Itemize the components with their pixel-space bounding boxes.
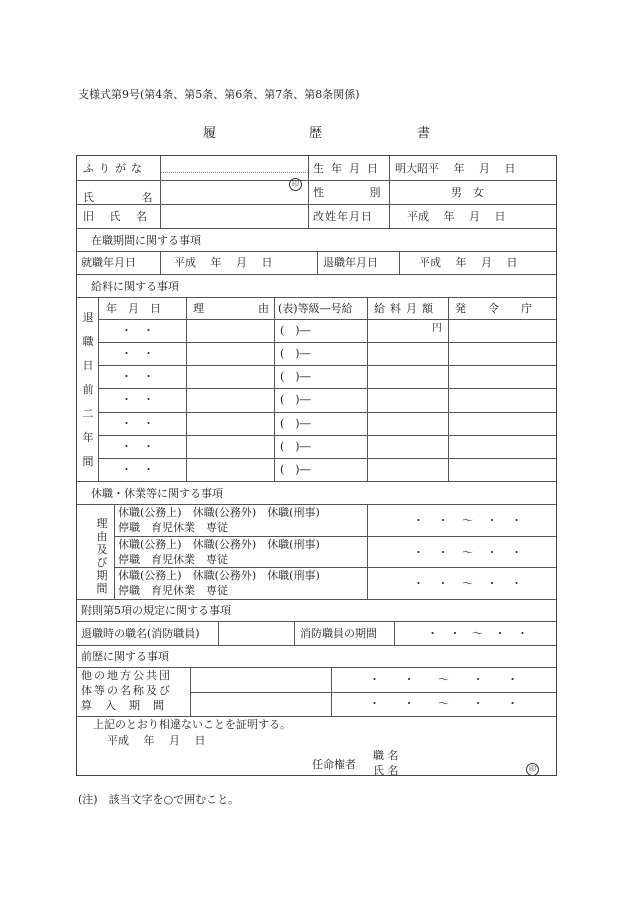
- salary-row-grade[interactable]: ( )―: [280, 370, 311, 383]
- sex-value[interactable]: 男 女: [451, 186, 484, 199]
- former-name-label: 旧 氏 名: [83, 210, 147, 223]
- salary-row-grade[interactable]: ( )―: [280, 440, 311, 453]
- yen-label: 円: [432, 323, 442, 334]
- title-char-2: 歴: [309, 126, 323, 141]
- end-date-value[interactable]: 平成 年 月 日: [419, 256, 518, 269]
- prior-period-2[interactable]: ・ ・ 〜 ・ ・: [369, 697, 518, 710]
- authority-name-label: 氏 名: [373, 764, 399, 777]
- form-reference: 支様式第9号(第4条、第5条、第6条、第7条、第8条関係): [78, 88, 360, 101]
- authority-post-label: 職 名: [373, 749, 399, 762]
- leave-type-line-1[interactable]: 休職(公務上) 休職(公務外) 休職(刑事): [118, 506, 320, 519]
- certification-date[interactable]: 平成 年 月 日: [107, 734, 206, 747]
- leave-type-line-1[interactable]: 休職(公務上) 休職(公務外) 休職(刑事): [118, 538, 320, 551]
- authority-seal-icon: 印: [526, 763, 539, 776]
- leave-type-line-1[interactable]: 休職(公務上) 休職(公務外) 休職(刑事): [118, 569, 320, 582]
- name-field[interactable]: [161, 156, 307, 204]
- appendix-period-value[interactable]: ・ ・ 〜 ・ ・: [427, 627, 528, 640]
- leave-period[interactable]: ・ ・ 〜 ・ ・: [413, 546, 522, 559]
- salary-row-date[interactable]: ・ ・: [121, 370, 154, 383]
- birthdate-value[interactable]: 明大昭平 年 月 日: [395, 162, 516, 175]
- salary-side-label: 退職日前二年間: [82, 311, 94, 468]
- leave-period[interactable]: ・ ・ 〜 ・ ・: [413, 577, 522, 590]
- salary-col-issuer: 発 令 庁: [455, 302, 532, 315]
- leave-section-title: 休職・休業等に関する事項: [91, 487, 223, 500]
- former-name-field[interactable]: [161, 205, 307, 227]
- leave-type-line-2[interactable]: 停職 育児休業 専従: [118, 584, 228, 597]
- start-date-label: 就職年月日: [81, 256, 136, 269]
- name-label: 氏 名: [83, 191, 153, 204]
- salary-col-reason: 理 由: [193, 302, 269, 315]
- salary-row-date[interactable]: ・ ・: [121, 463, 154, 476]
- name-seal-icon: 印: [289, 178, 302, 191]
- name-change-label: 改姓年月日: [313, 210, 373, 223]
- salary-col-amount: 給料月額: [374, 302, 438, 315]
- leave-period[interactable]: ・ ・ 〜 ・ ・: [413, 514, 522, 527]
- title-char-1: 履: [203, 126, 217, 141]
- authority-label: 任命権者: [312, 758, 356, 771]
- salary-row-grade[interactable]: ( )―: [280, 417, 311, 430]
- salary-row-date[interactable]: ・ ・: [121, 417, 154, 430]
- appendix-section-title: 附則第5項の規定に関する事項: [81, 604, 231, 617]
- salary-row-date[interactable]: ・ ・: [121, 347, 154, 360]
- appendix-post-label: 退職時の職名(消防職員): [81, 627, 200, 640]
- salary-col-date: 年 月 日: [106, 302, 161, 315]
- leave-type-line-2[interactable]: 停職 育児休業 専従: [118, 553, 228, 566]
- prior-section-title: 前歴に関する事項: [81, 650, 169, 663]
- prior-name-field-1[interactable]: [191, 668, 330, 691]
- furigana-label: ふりがな: [83, 162, 147, 175]
- birthdate-label: 生年月日: [313, 162, 385, 175]
- employment-section-title: 在職期間に関する事項: [91, 234, 201, 247]
- salary-section-title: 給料に関する事項: [91, 280, 179, 293]
- salary-row-date[interactable]: ・ ・: [121, 393, 154, 406]
- salary-row-date[interactable]: ・ ・: [121, 440, 154, 453]
- appendix-period-label: 消防職員の期間: [300, 627, 377, 640]
- salary-row-grade[interactable]: ( )―: [280, 324, 311, 337]
- prior-label-line-1: 他の地方公共団: [81, 669, 172, 682]
- note: (注) 該当文字を○で囲むこと。: [78, 793, 240, 806]
- salary-row-grade[interactable]: ( )―: [280, 393, 311, 406]
- leave-type-line-2[interactable]: 停職 育児休業 専従: [118, 521, 228, 534]
- sex-label: 性 別: [313, 186, 381, 199]
- appendix-post-field[interactable]: [219, 622, 293, 644]
- prior-period-1[interactable]: ・ ・ 〜 ・ ・: [369, 673, 518, 686]
- salary-row-grade[interactable]: ( )―: [280, 463, 311, 476]
- title-char-3: 書: [417, 126, 431, 141]
- salary-row-grade[interactable]: ( )―: [280, 347, 311, 360]
- prior-label-line-3: 算入期間: [81, 699, 177, 712]
- name-change-value[interactable]: 平成 年 月 日: [407, 210, 506, 223]
- start-date-value[interactable]: 平成 年 月 日: [174, 256, 273, 269]
- end-date-label: 退職年月日: [323, 256, 378, 269]
- leave-side-label: 理由及び期間: [96, 517, 108, 595]
- salary-row-date[interactable]: ・ ・: [121, 324, 154, 337]
- salary-col-grade: (表)等級―号給: [278, 302, 353, 315]
- certification-statement: 上記のとおり相違ないことを証明する。: [93, 718, 291, 731]
- resume-form: [76, 155, 557, 776]
- prior-label-line-2: 体等の名称及び: [81, 684, 172, 697]
- prior-name-field-2[interactable]: [191, 693, 330, 715]
